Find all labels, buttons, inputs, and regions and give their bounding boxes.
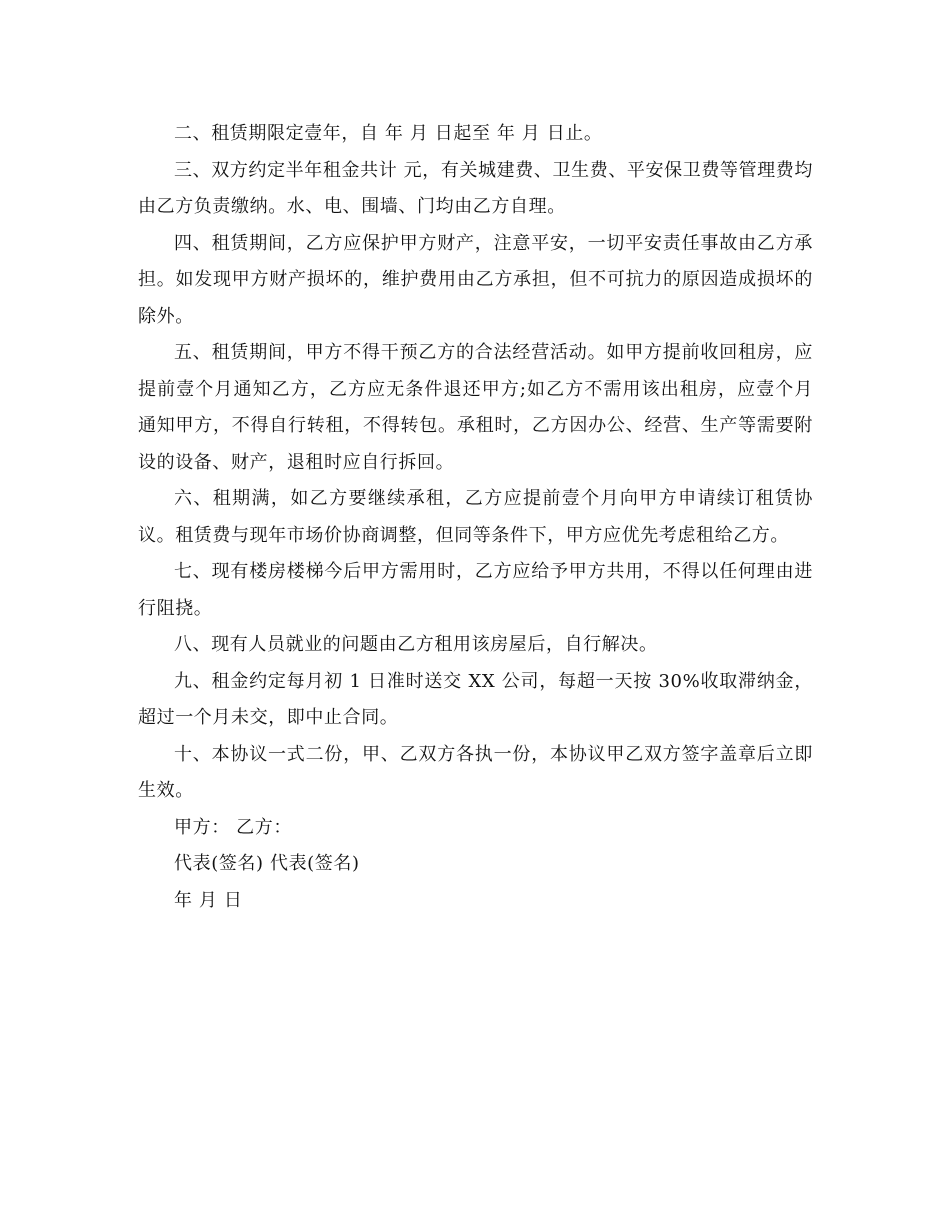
clause-4: 四、租赁期间，乙方应保护甲方财产，注意平安，一切平安责任事故由乙方承担。如发现甲方财产损坏的，维护费用由乙方承担，但不可抗力的原因造成损坏的除外。 — [138, 232, 813, 327]
signature-parties: 甲方： 乙方： — [174, 816, 292, 838]
clause-2: 二、租赁期限定壹年，自 年 月 日起至 年 月 日止。 — [174, 123, 603, 144]
clause-8: 八、现有人员就业的问题由乙方租用该房屋后，自行解决。 — [174, 634, 658, 655]
clause-7: 七、现有楼房楼梯今后甲方需用时，乙方应给予甲方共用，不得以任何理由进行阻挠。 — [138, 561, 813, 619]
clause-3: 三、双方约定半年租金共计 元，有关城建费、卫生费、平安保卫费等管理费均由乙方负责缴纳。水、电、围墙、门均由乙方自理。 — [138, 159, 813, 217]
clause-5: 五、租赁期间，甲方不得干预乙方的合法经营活动。如甲方提前收回租房，应提前壹个月通知乙方，乙方应无条件退还甲方;如乙方不需用该出租房，应壹个月通知甲方，不得自行转租，不得转包。承租时，乙方因办公、经营、生产等需要附设的设备、财产，退租时应自行拆回。 — [138, 342, 813, 473]
signature-date: 年 月 日 — [174, 889, 243, 911]
signature-representatives: 代表(签名) 代表(签名) — [174, 853, 360, 874]
contract-body — [138, 116, 813, 919]
clause-6: 六、租期满，如乙方要继续承租，乙方应提前壹个月向甲方申请续订租赁协议。租赁费与现年市场价协商调整，但同等条件下，甲方应优先考虑租给乙方。 — [138, 488, 813, 546]
clause-9: 九、租金约定每月初 1 日准时送交 XX 公司，每超一天按 30%收取滞纳金，超过一个月未交，即中止合同。 — [138, 670, 813, 728]
clause-10: 十、本协议一式二份，甲、乙双方各执一份，本协议甲乙双方签字盖章后立即生效。 — [138, 743, 813, 801]
